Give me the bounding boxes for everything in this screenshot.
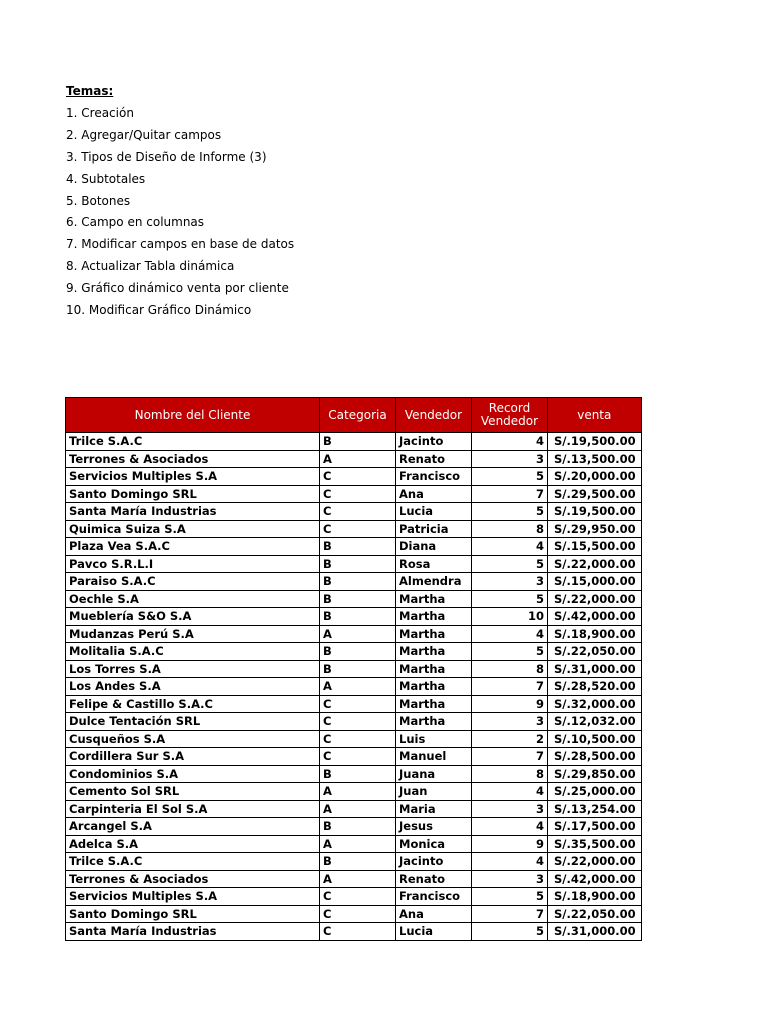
header-record-vendedor: Record Vendedor xyxy=(472,398,548,433)
cell-vendedor: Jacinto xyxy=(396,853,472,871)
cell-cliente: Trilce S.A.C xyxy=(66,433,320,451)
cell-venta xyxy=(548,783,642,801)
header-venta: venta xyxy=(548,398,642,433)
cell-cliente: Adelca S.A xyxy=(66,835,320,853)
venta-amount: 22,000.00 xyxy=(570,556,636,571)
cell-vendedor: Manuel xyxy=(396,748,472,766)
venta-amount: 18,900.00 xyxy=(570,889,636,904)
cell-categoria: B xyxy=(320,765,396,783)
currency-symbol: S/. xyxy=(554,784,571,799)
cell-vendedor: Martha xyxy=(396,608,472,626)
cell-record: 5 xyxy=(472,503,548,521)
cell-categoria: C xyxy=(320,713,396,731)
cell-cliente: Santa María Industrias xyxy=(66,923,320,941)
cell-venta xyxy=(548,608,642,626)
table-row xyxy=(66,905,642,923)
cell-record: 3 xyxy=(472,870,548,888)
cell-vendedor: Jesus xyxy=(396,818,472,836)
cell-record: 4 xyxy=(472,433,548,451)
currency-symbol: S/. xyxy=(554,871,571,886)
cell-venta xyxy=(548,468,642,486)
cell-record: 5 xyxy=(472,555,548,573)
table-row xyxy=(66,800,642,818)
venta-amount: 29,500.00 xyxy=(570,486,636,501)
cell-categoria: C xyxy=(320,888,396,906)
cell-record: 7 xyxy=(472,905,548,923)
cell-cliente: Santo Domingo SRL xyxy=(66,485,320,503)
cell-record: 4 xyxy=(472,818,548,836)
cell-categoria: C xyxy=(320,485,396,503)
table-row xyxy=(66,520,642,538)
cell-vendedor: Juan xyxy=(396,783,472,801)
cell-vendedor: Juana xyxy=(396,765,472,783)
table-row xyxy=(66,695,642,713)
cell-cliente: Cusqueños S.A xyxy=(66,730,320,748)
cell-categoria: B xyxy=(320,853,396,871)
table-row xyxy=(66,748,642,766)
table-row xyxy=(66,870,642,888)
cell-cliente: Cemento Sol SRL xyxy=(66,783,320,801)
cell-cliente: Arcangel S.A xyxy=(66,818,320,836)
cell-cliente: Paraiso S.A.C xyxy=(66,573,320,591)
venta-amount: 12,032.00 xyxy=(570,714,636,729)
cell-cliente: Carpinteria El Sol S.A xyxy=(66,800,320,818)
table-row xyxy=(66,608,642,626)
cell-vendedor: Diana xyxy=(396,538,472,556)
venta-amount: 31,000.00 xyxy=(570,661,636,676)
venta-amount: 25,000.00 xyxy=(570,784,636,799)
cell-record: 4 xyxy=(472,538,548,556)
cell-record: 3 xyxy=(472,713,548,731)
cell-categoria: C xyxy=(320,520,396,538)
currency-symbol: S/. xyxy=(554,836,571,851)
currency-symbol: S/. xyxy=(554,766,571,781)
table-row xyxy=(66,573,642,591)
currency-symbol: S/. xyxy=(554,661,571,676)
cell-vendedor: Martha xyxy=(396,660,472,678)
cell-vendedor: Francisco xyxy=(396,468,472,486)
cell-vendedor: Jacinto xyxy=(396,433,472,451)
currency-symbol: S/. xyxy=(554,609,571,624)
table-row xyxy=(66,923,642,941)
cell-venta xyxy=(548,660,642,678)
topics-list xyxy=(66,82,294,323)
cell-cliente: Dulce Tentación SRL xyxy=(66,713,320,731)
cell-categoria: A xyxy=(320,870,396,888)
cell-categoria: B xyxy=(320,643,396,661)
table-body xyxy=(66,433,642,941)
table-row xyxy=(66,713,642,731)
currency-symbol: S/. xyxy=(554,486,571,501)
table-row xyxy=(66,765,642,783)
cell-record: 4 xyxy=(472,853,548,871)
cell-record: 7 xyxy=(472,485,548,503)
venta-amount: 32,000.00 xyxy=(570,696,636,711)
cell-cliente: Trilce S.A.C xyxy=(66,853,320,871)
currency-symbol: S/. xyxy=(554,714,571,729)
venta-amount: 13,500.00 xyxy=(570,451,636,466)
cell-categoria: A xyxy=(320,678,396,696)
currency-symbol: S/. xyxy=(554,434,571,449)
currency-symbol: S/. xyxy=(554,696,571,711)
cell-vendedor: Almendra xyxy=(396,573,472,591)
cell-categoria: A xyxy=(320,450,396,468)
venta-amount: 28,520.00 xyxy=(570,679,636,694)
cell-cliente: Los Torres S.A xyxy=(66,660,320,678)
cell-record: 8 xyxy=(472,765,548,783)
table-row xyxy=(66,433,642,451)
cell-record: 3 xyxy=(472,450,548,468)
cell-vendedor: Martha xyxy=(396,590,472,608)
table-row xyxy=(66,643,642,661)
cell-venta xyxy=(548,678,642,696)
cell-vendedor: Patricia xyxy=(396,520,472,538)
cell-cliente: Servicios Multiples S.A xyxy=(66,888,320,906)
cell-record: 5 xyxy=(472,888,548,906)
cell-categoria: B xyxy=(320,608,396,626)
cell-venta xyxy=(548,520,642,538)
topics-heading: Temas: xyxy=(66,84,114,98)
table-row xyxy=(66,730,642,748)
currency-symbol: S/. xyxy=(554,451,571,466)
cell-vendedor: Lucia xyxy=(396,503,472,521)
cell-venta xyxy=(548,853,642,871)
cell-record: 5 xyxy=(472,643,548,661)
header-categoria: Categoria xyxy=(320,398,396,433)
cell-venta xyxy=(548,590,642,608)
cell-vendedor: Ana xyxy=(396,905,472,923)
cell-record: 8 xyxy=(472,520,548,538)
header-vendedor: Vendedor xyxy=(396,398,472,433)
topic-item: 5. Botones xyxy=(66,193,131,208)
cell-vendedor: Martha xyxy=(396,713,472,731)
venta-amount: 15,000.00 xyxy=(570,574,636,589)
venta-amount: 35,500.00 xyxy=(570,836,636,851)
venta-amount: 31,000.00 xyxy=(570,924,636,939)
cell-vendedor: Luis xyxy=(396,730,472,748)
cell-venta xyxy=(548,923,642,941)
cell-cliente: Mueblería S&O S.A xyxy=(66,608,320,626)
cell-cliente: Molitalia S.A.C xyxy=(66,643,320,661)
currency-symbol: S/. xyxy=(554,626,571,641)
table-row xyxy=(66,485,642,503)
venta-amount: 13,254.00 xyxy=(570,801,636,816)
cell-categoria: A xyxy=(320,800,396,818)
table-row xyxy=(66,853,642,871)
cell-venta xyxy=(548,713,642,731)
table-row xyxy=(66,450,642,468)
cell-vendedor: Renato xyxy=(396,450,472,468)
cell-cliente: Los Andes S.A xyxy=(66,678,320,696)
cell-venta xyxy=(548,905,642,923)
cell-categoria: A xyxy=(320,783,396,801)
currency-symbol: S/. xyxy=(554,906,571,921)
topic-item: 10. Modificar Gráfico Dinámico xyxy=(66,303,252,318)
cell-vendedor: Martha xyxy=(396,678,472,696)
header-nombre-cliente: Nombre del Cliente xyxy=(66,398,320,433)
table-row xyxy=(66,660,642,678)
venta-amount: 19,500.00 xyxy=(570,434,636,449)
venta-amount: 42,000.00 xyxy=(570,871,636,886)
cell-venta xyxy=(548,888,642,906)
cell-vendedor: Martha xyxy=(396,625,472,643)
cell-categoria: C xyxy=(320,923,396,941)
cell-record: 4 xyxy=(472,783,548,801)
cell-categoria: C xyxy=(320,695,396,713)
cell-categoria: C xyxy=(320,748,396,766)
cell-record: 3 xyxy=(472,800,548,818)
cell-record: 4 xyxy=(472,625,548,643)
cell-record: 5 xyxy=(472,923,548,941)
cell-cliente: Terrones & Asociados xyxy=(66,450,320,468)
currency-symbol: S/. xyxy=(554,819,571,834)
cell-categoria: C xyxy=(320,503,396,521)
topic-item: 1. Creación xyxy=(66,106,134,120)
cell-cliente: Condominios S.A xyxy=(66,765,320,783)
table-row xyxy=(66,538,642,556)
cell-categoria: B xyxy=(320,555,396,573)
currency-symbol: S/. xyxy=(554,924,571,939)
cell-venta xyxy=(548,625,642,643)
venta-amount: 22,050.00 xyxy=(570,906,636,921)
cell-categoria: B xyxy=(320,590,396,608)
table-row xyxy=(66,783,642,801)
venta-amount: 10,500.00 xyxy=(570,731,636,746)
cell-record: 5 xyxy=(472,468,548,486)
currency-symbol: S/. xyxy=(554,469,571,484)
cell-venta xyxy=(548,643,642,661)
currency-symbol: S/. xyxy=(554,889,571,904)
cell-record: 10 xyxy=(472,608,548,626)
cell-record: 5 xyxy=(472,590,548,608)
venta-amount: 15,500.00 xyxy=(570,539,636,554)
venta-amount: 29,850.00 xyxy=(570,766,636,781)
table-row xyxy=(66,468,642,486)
venta-amount: 42,000.00 xyxy=(570,609,636,624)
cell-record: 9 xyxy=(472,835,548,853)
cell-venta xyxy=(548,433,642,451)
cell-record: 8 xyxy=(472,660,548,678)
currency-symbol: S/. xyxy=(554,679,571,694)
table-row xyxy=(66,503,642,521)
cell-cliente: Santo Domingo SRL xyxy=(66,905,320,923)
cell-cliente: Felipe & Castillo S.A.C xyxy=(66,695,320,713)
cell-vendedor: Francisco xyxy=(396,888,472,906)
cell-cliente: Cordillera Sur S.A xyxy=(66,748,320,766)
clients-table xyxy=(65,397,642,941)
cell-vendedor: Monica xyxy=(396,835,472,853)
venta-amount: 17,500.00 xyxy=(570,819,636,834)
currency-symbol: S/. xyxy=(554,539,571,554)
cell-categoria: C xyxy=(320,905,396,923)
cell-categoria: A xyxy=(320,835,396,853)
cell-venta xyxy=(548,818,642,836)
cell-venta xyxy=(548,503,642,521)
cell-venta xyxy=(548,695,642,713)
currency-symbol: S/. xyxy=(554,574,571,589)
cell-cliente: Santa María Industrias xyxy=(66,503,320,521)
cell-vendedor: Rosa xyxy=(396,555,472,573)
currency-symbol: S/. xyxy=(554,591,571,606)
cell-vendedor: Martha xyxy=(396,643,472,661)
cell-cliente: Oechle S.A xyxy=(66,590,320,608)
currency-symbol: S/. xyxy=(554,521,571,536)
table-header-row xyxy=(66,398,642,433)
topic-item: 3. Tipos de Diseño de Informe (3) xyxy=(66,149,267,164)
cell-venta xyxy=(548,800,642,818)
table-row xyxy=(66,888,642,906)
cell-venta xyxy=(548,485,642,503)
table-row xyxy=(66,835,642,853)
table-row xyxy=(66,678,642,696)
topic-item: 9. Gráfico dinámico venta por cliente xyxy=(66,281,289,296)
cell-vendedor: Lucia xyxy=(396,923,472,941)
venta-amount: 28,500.00 xyxy=(570,749,636,764)
table-row xyxy=(66,555,642,573)
topic-item: 7. Modificar campos en base de datos xyxy=(66,237,295,252)
table-row xyxy=(66,625,642,643)
cell-vendedor: Maria xyxy=(396,800,472,818)
cell-record: 7 xyxy=(472,748,548,766)
cell-cliente: Plaza Vea S.A.C xyxy=(66,538,320,556)
cell-vendedor: Renato xyxy=(396,870,472,888)
cell-categoria: B xyxy=(320,660,396,678)
cell-cliente: Quimica Suiza S.A xyxy=(66,520,320,538)
cell-cliente: Pavco S.R.L.I xyxy=(66,555,320,573)
cell-record: 2 xyxy=(472,730,548,748)
currency-symbol: S/. xyxy=(554,731,571,746)
topic-item: 6. Campo en columnas xyxy=(66,215,205,230)
venta-amount: 18,900.00 xyxy=(570,626,636,641)
cell-cliente: Mudanzas Perú S.A xyxy=(66,625,320,643)
cell-categoria: C xyxy=(320,730,396,748)
venta-amount: 19,500.00 xyxy=(570,504,636,519)
topic-item: 8. Actualizar Tabla dinámica xyxy=(66,259,235,274)
cell-cliente: Servicios Multiples S.A xyxy=(66,468,320,486)
topic-item: 4. Subtotales xyxy=(66,171,146,186)
cell-venta xyxy=(548,765,642,783)
cell-venta xyxy=(548,730,642,748)
cell-vendedor: Martha xyxy=(396,695,472,713)
venta-amount: 20,000.00 xyxy=(570,469,636,484)
topic-item: 2. Agregar/Quitar campos xyxy=(66,127,222,142)
cell-record: 3 xyxy=(472,573,548,591)
cell-venta xyxy=(548,573,642,591)
cell-categoria: B xyxy=(320,818,396,836)
topic-items xyxy=(66,104,294,323)
venta-amount: 22,000.00 xyxy=(570,591,636,606)
cell-categoria: B xyxy=(320,573,396,591)
currency-symbol: S/. xyxy=(554,801,571,816)
table-row xyxy=(66,590,642,608)
cell-categoria: C xyxy=(320,468,396,486)
currency-symbol: S/. xyxy=(554,854,571,869)
currency-symbol: S/. xyxy=(554,644,571,659)
cell-record: 9 xyxy=(472,695,548,713)
cell-venta xyxy=(548,870,642,888)
cell-categoria: A xyxy=(320,625,396,643)
cell-record: 7 xyxy=(472,678,548,696)
cell-venta xyxy=(548,748,642,766)
currency-symbol: S/. xyxy=(554,749,571,764)
cell-vendedor: Ana xyxy=(396,485,472,503)
cell-venta xyxy=(548,450,642,468)
cell-categoria: B xyxy=(320,538,396,556)
currency-symbol: S/. xyxy=(554,504,571,519)
cell-cliente: Terrones & Asociados xyxy=(66,870,320,888)
venta-amount: 22,000.00 xyxy=(570,854,636,869)
venta-amount: 22,050.00 xyxy=(570,644,636,659)
currency-symbol: S/. xyxy=(554,556,571,571)
cell-categoria: B xyxy=(320,433,396,451)
cell-venta xyxy=(548,555,642,573)
table-row xyxy=(66,818,642,836)
cell-venta xyxy=(548,538,642,556)
cell-venta xyxy=(548,835,642,853)
venta-amount: 29,950.00 xyxy=(570,521,636,536)
